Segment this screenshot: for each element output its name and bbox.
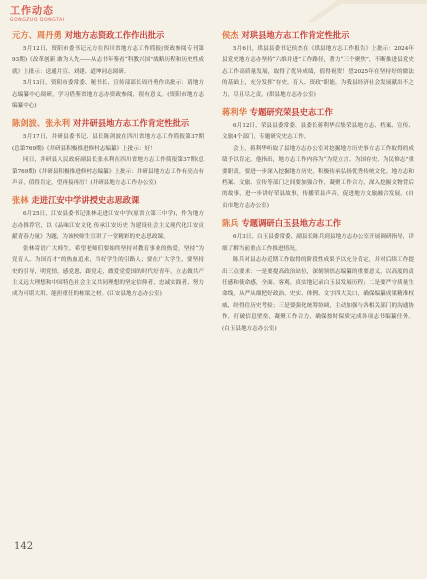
headline-text: 对珙县地方志工作肯定性批示 [241, 30, 350, 40]
article-paragraph: 同日，井研县人民政府副县长张永利在四川省地方志工作简报第37期(总第769期)《井研县积极推进修村志编纂》上批示：井研县地方志工作有亮点有声音，值得肯定，望再接再厉！(井研县地方志工作办公室) [12, 157, 204, 187]
headline-person: 陈剑波、张永利 [12, 118, 71, 129]
article [12, 30, 204, 112]
article-paragraph: 5月17日，井研县委书记、县长陈剑波在四川省地方志工作简报第37期(总第769期)《井研县积极推进修村志编纂》上批示：好！ [12, 134, 204, 152]
article-headline [222, 218, 414, 229]
article-paragraph: 5月12日，资阳市委书记元方在四川省地方志工作简报(资政参阅专刊第93期)《改革创新 敢为人先——从志书年鉴看“科教兴国”战略历程和历史性成就》上批示：送通月宣、刘建、道坤同志阅研。 [12, 46, 204, 75]
section-subtitle: GONGZUO DONGTAI [10, 18, 65, 23]
article-headline [12, 30, 204, 41]
article [222, 107, 414, 212]
headline-text: 专题研究荣县史志工作 [249, 107, 333, 118]
article [222, 218, 414, 335]
article-paragraph: 5月6日，珙县县委书记侯杰在《珙县地方志工作报告》上批示：2024年县党史地方志办坚持“六维并进”工作路径，著力“三个聚焦”，不断推进县党史志工作高质量发展，取得了优异成绩，值得祝贺！望2025年在坚持好的做法的基础上，充分发挥“存史、育人、资政”职能，为我县经济社会发展献出不之力，尽且尽之责。(珙县地方志办公室) [222, 46, 414, 98]
headline-text: 对地方志资政工作作出批示 [64, 30, 165, 40]
right-column [222, 30, 414, 341]
article-headline [12, 118, 204, 129]
headline-person: 张林 [12, 195, 29, 206]
article-headline [222, 30, 414, 41]
headline-person: 蒋利华 [222, 107, 247, 118]
article-paragraph: 5月13日，资阳市委常委、秘书长、宣传部部长周丹勇作出批示：请地方志编纂中心阅研，学习借鉴省地方志办资政参阅，很有意义。(资阳市地方志编纂中心) [12, 80, 204, 110]
headline-text: 对井研县地方志工作肯定性批示 [72, 118, 190, 129]
article-paragraph: 陈兵对县志办近期工作取得的阶段性成果予以充分肯定，并对后续工作提出三点要求：一是要提高政治站位，深刻领悟志编纂的重要意义，以高度的责任感和使命感，全面、客观、真实地记录白玉县发展历程；二是要严守质量生命线，从严从细把好政治、史实、体例、文字四大关口，确保编纂成果精准权威，经得住历史考验；三是要强化统筹协调，主动加强与各相关部门的沟通协作，打破信息壁垒，凝聚工作合力，确保按时保质完成各项志书编纂任务。(白玉县地方志办公室) [222, 257, 414, 332]
headline-text: 走进江安中学讲授史志思政课 [31, 195, 140, 206]
article [222, 30, 414, 101]
page-number: 142 [14, 541, 34, 552]
article-headline [12, 195, 204, 206]
article [12, 118, 204, 189]
headline-text: 专题调研白玉县地方志工作 [241, 218, 342, 229]
article-paragraph: 张林寄语广大师生，希望老师们要始终坚持对教育事业的热爱，坚持“为党育人、为国育才”的热血追求，当好学生的引路人；要在广大学生，要坚持史的引导，明党情，感党恩，跟党走，做爱党爱国的时代好青年，立志做共产主义远大理想和中国特色社会主义共同理想的坚定信仰者，忠诚实践者，努力成为可堪大用、能担重任的栋梁之材。(江安县地方志办公室) [12, 245, 204, 298]
article-paragraph: 6月25日，江安县委书记张林走进江安中学(原省立第三中学)，作为地方志办推荐官，以《品味江安文化 传承江安历史 为建设社会主义现代化江安贡献青春力量》为题，为该校师生宣讲了一堂精彩的史志思政课。 [12, 211, 204, 241]
section-title: 工作动态 [10, 6, 54, 17]
page-header [10, 6, 65, 24]
article-headline [222, 107, 414, 118]
header-decoration [307, 0, 427, 22]
headline-person: 元方、周丹勇 [12, 30, 62, 40]
article-paragraph: 6月12日，荣县县委常委、县委长蒋利华召集荣县地方志、档案、宣传、文旅4个部门，专题研究史志工作。 [222, 123, 414, 141]
article-paragraph: 6月3日，白玉县委常委、副县长陈兵到县地方志办公室开展调研指导，详细了解当前重点工作推进情况。 [222, 234, 414, 252]
headline-person: 侯杰 [222, 30, 239, 40]
headline-person: 陈兵 [222, 218, 239, 229]
article-paragraph: 会上，蒋利华听取了县地方志办公室对挖掘地方历史事方志工作取得的成绩予以肯定。他指出，地方志工作内容为“为党立言、为国存史、为民修志”重要职责，要进一步深入挖掘地方历史，积极传承弘扬优秀传统文化。地方志和档案、文旅、宣传等部门之间要加强合作，凝聚工作合力，深入挖掘文物背后的故事，进一步讲好荣县故事，传播荣县声音，促进地方文旅融合发展。(自贡市地方志办公室) [222, 145, 414, 209]
article [12, 195, 204, 300]
left-column [12, 30, 204, 307]
